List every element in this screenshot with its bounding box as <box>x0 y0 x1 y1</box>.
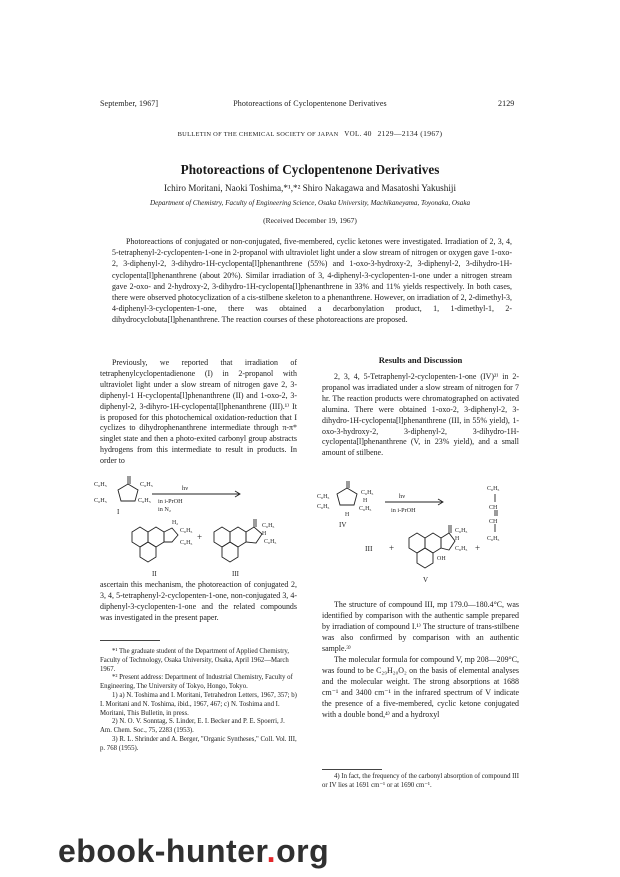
scheme1-arrow-hv: hν <box>182 485 189 492</box>
scheme1-ph-III-1: C₆H₅ <box>262 523 275 529</box>
journal-name: BULLETIN OF THE CHEMICAL SOCIETY OF JAPAN <box>177 131 339 138</box>
right-paragraph-1: 2, 3, 4, 5-Tetraphenyl-2-cyclopenten-1-one (IV)²⁾ in 2-propanol was irradiated under a slow stream of nitrogen for 7 hr. The reaction products were chromatographed on activated alumina. There were obtained 1-oxo-2, 3-diphenyl-2, 3-dihydro-1H-cyclopenta[l]phenanthrene (III, in 55% yield), 1-oxo-3-hydroxy-2, 3-diphenyl-2, 3-dihydro-1H-cyclopenta[l]phenanthrene (V, in 23% yield), and a small amount of stilbene. <box>322 372 519 458</box>
article-affiliation: Department of Chemistry, Faculty of Engineering Science, Osaka University, Machikaneyama, Toyonaka, Osaka <box>149 199 471 207</box>
scheme2-ph-3: C₆H₅ <box>317 504 330 510</box>
cyclopentadienone-ring <box>118 484 138 501</box>
reference-4: 4) In fact, the frequency of the carbonyl absorption of compound III or IV lies at 1691 cm⁻¹ or at 1690 cm⁻¹. <box>322 773 519 789</box>
footnote-1: *¹ The graduate student of the Department of Applied Chemistry, Faculty of Technology, Osaka University, Osaka, April 1962—March 1967. <box>100 648 290 673</box>
scheme1-h2: H₂ <box>172 520 179 526</box>
right-paragraph-3: The molecular formula for compound V, mp 208—209°C, was found to be C₂₉H₂₀O₂ on the basis of elemental analyses and the molecular weight. The strong absorptions at 1688 cm⁻¹ and 3400 cm⁻¹ in the infrared spectrum of V indicate the presence of a five-membered, cyclic ketone conjugated with a double bond,⁴⁾ and a hydroxyl <box>322 655 519 719</box>
label-compound-IV: IV <box>339 521 347 529</box>
right-paragraph-2: The structure of compound III, mp 179.0—180.4°C, was identified by comparison with the authentic sample prepared by irradiation of compound I.¹⁾ The structure of trans-stilbene was also confirmed by comparison with an authentic sample.³⁾ <box>322 600 519 653</box>
scheme1-plus: + <box>197 532 203 542</box>
footnote-2: *² Present address: Department of Industrial Chemistry, Faculty of Engineering, The University of Tokyo, Hongo, Tokyo. <box>100 674 293 691</box>
scheme-2 <box>315 480 525 590</box>
reference-2: 2) N. O. V. Sonntag, S. Linder, E. I. Becker and P. E. Spoerri, J. Am. Chem. Soc., 75, 2283 (1953). <box>100 718 285 735</box>
phenanthrene-II <box>132 527 178 562</box>
reference-3: 3) R. L. Shrinder and A. Berger, "Organic Syntheses," Coll. Vol. III, p. 768 (1955). <box>100 735 297 752</box>
journal-vol: 40 <box>363 129 372 138</box>
left-intro-paragraph: Previously, we reported that irradiation of tetraphenylcyclopentadienone (I) in 2-propanol with ultraviolet light under a slow stream of nitrogen gave 2, 3-diphenyl-1 H-cyclopenta[l]phenanthrene (II) and 1-oxo-2, 3-diphenyl-2, 3-dihyro-1H-cyclopenta[l]phenanthrene (III).¹⁾ It is proposed for this photochemical oxidation-reduction that I cyclizes to dihydrophenanthrene intermediate through π-π* singlet state and then a photo-exited carbonyl group abstracts hydrogens from this intermediate to result in products. In order to <box>100 358 297 466</box>
scheme2-ph-1: C₆H₅ <box>317 494 330 500</box>
phenanthrene-V <box>409 525 455 568</box>
scheme1-ph-4: C₆H₅ <box>138 497 151 504</box>
scheme2-cond: in i-PrOH <box>391 507 416 514</box>
scheme2-plus-2: + <box>475 543 481 553</box>
scheme2-h-V: H <box>455 536 460 542</box>
scheme2-plus-1: + <box>389 543 395 553</box>
stilbene-ph-2: C₆H₅ <box>487 536 500 542</box>
watermark-name: ebook-hunter <box>58 833 267 869</box>
journal-vol-label: VOL. <box>344 130 362 138</box>
journal-pages: 2129—2134 (1967) <box>377 129 443 138</box>
left-continuation-paragraph: ascertain this mechanism, the photoreaction of conjugated 2, 3, 4, 5-tetraphenyl-2-cyclopenten-1-one, non-conjugated 3, 4-diphenyl-3-cyclopenten-1-one and the related compounds was investigated in the present paper. <box>100 580 297 622</box>
scheme-1 <box>92 472 302 580</box>
scheme1-ph-II-1: C₆H₅ <box>180 528 193 534</box>
watermark-text <box>58 833 329 870</box>
scheme1-h: H <box>262 531 267 537</box>
scheme1-ph-3: C₆H₅ <box>94 497 107 504</box>
footnote-rule-left <box>100 640 160 641</box>
stilbene-ch-2: CH <box>489 519 498 525</box>
watermark-tld: org <box>276 833 330 869</box>
scheme2-h-2: H <box>345 512 350 518</box>
label-compound-III: III <box>232 570 239 578</box>
scheme2-ph-V-2: C₆H₅ <box>455 546 468 552</box>
scheme2-ph-2: C₆H₅ <box>361 490 374 496</box>
stilbene-ch-1: CH <box>489 505 498 511</box>
running-head-title: Photoreactions of Cyclopentenone Derivatives <box>233 99 387 108</box>
scheme1-cond-1: in i-PrOH <box>158 498 183 505</box>
watermark-footer <box>0 825 620 877</box>
scheme1-ph-2: C₆H₅ <box>140 481 153 488</box>
scheme2-ph-4: C₆H₅ <box>359 506 372 512</box>
scheme2-h-1: H <box>363 498 368 504</box>
scheme1-ph-III-2: C₆H₅ <box>264 539 277 545</box>
page-number: 2129 <box>498 99 515 108</box>
received-date: (Received December 19, 1967) <box>263 216 357 225</box>
stilbene-ph-1: C₆H₅ <box>487 486 500 492</box>
scheme1-ph-1: C₆H₅ <box>94 481 107 488</box>
scheme2-ph-V-1: C₆H₅ <box>455 528 468 534</box>
stilbene <box>495 494 497 532</box>
label-compound-I: I <box>117 508 120 516</box>
scheme1-ph-II-2: C₆H₅ <box>180 540 193 546</box>
footnote-rule-right <box>322 769 382 770</box>
abstract: Photoreactions of conjugated or non-conjugated, five-membered, cyclic ketones were investigated. Irradiation of 2, 3, 4, 5-tetraphenyl-2-cyclopenten-1-one in 2-propanol with ultraviolet light under a slow stream of nitrogen or oxygen gave 1-oxo-2, 3-diphenyl-2, 3-dihydro-1H-cyclopenta[l]phenanthrene (55%) and 1-oxo-3-hydroxy-2, 3-diphenyl-2, 3-dihydro-1H-cyclopenta[l]phenanthrene (about 20%). Similar irradiation of 3, 4-diphenyl-3-cyclopenten-1-one under a nitrogen stream gave 2-oxo- and 2-hydroxy-2, 3-dihydro-1H-cyclopenta[l]phenanthrene in 33% and 11% yields respectively. In both cases, there were observed photocyclization of a cis-stilbene skeleton to a phenanthrene. However, on irradiation of 2, 2-dimethyl-3, 4-diphenyl-3-cyclopenten-1-one, there was obtained a decarbonylation product, 1, 1-dimethyl-1, 2-dihydrocyclobuta[l]phenanthrene. The reaction courses of these photoreactions are proposed. <box>112 237 512 325</box>
article-title: Photoreactions of Cyclopentenone Derivatives <box>180 162 440 177</box>
cyclopentenone-IV <box>337 488 357 505</box>
journal-header <box>0 129 620 138</box>
scheme2-oh: OH <box>437 556 446 562</box>
label-compound-V: V <box>423 576 429 584</box>
scheme2-label-III: III <box>365 544 373 553</box>
footnotes <box>100 648 297 754</box>
label-compound-II: II <box>152 570 157 578</box>
scheme1-cond-2: in N₂ <box>158 506 171 513</box>
running-head-date: September, 1967] <box>100 99 159 108</box>
article-authors: Ichiro Moritani, Naoki Toshima,*¹,*² Shiro Nakagawa and Masatoshi Yakushiji <box>163 183 457 193</box>
section-heading-results: Results and Discussion <box>378 355 463 365</box>
watermark-dot: . <box>266 833 277 869</box>
phenanthrene-III <box>214 519 262 562</box>
scheme2-arrow-hv: hν <box>399 493 406 500</box>
reference-1: 1) a) N. Toshima and I. Moritani, Tetrahedron Letters, 1967, 357; b) I. Moritani and N. Toshima, ibid., 1967, 467; c) N. Toshima and I. Moritani, This Bulletin, in press. <box>100 691 297 717</box>
